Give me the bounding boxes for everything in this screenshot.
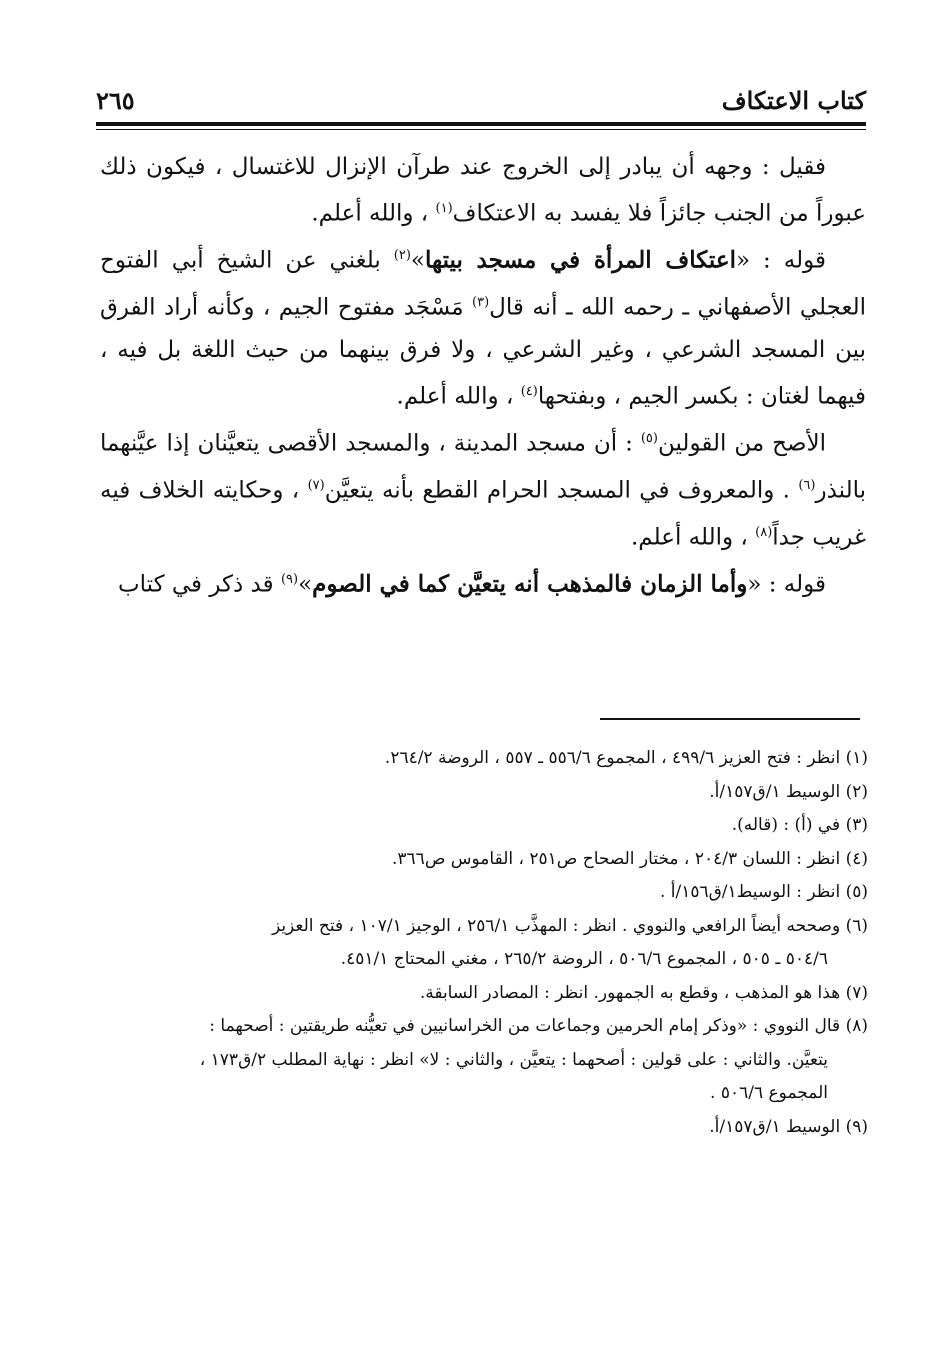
p2-mid: بلغني عن الشيخ أبي الفتوح العجلي الأصفهاني ـ رحمه الله ـ أنه قال bbox=[100, 247, 866, 321]
p3-mid3: ، وحكايته الخلاف فيه غريب جداً bbox=[100, 478, 866, 551]
footnote-ref-9: (٩) bbox=[280, 572, 299, 588]
running-header bbox=[96, 86, 866, 118]
chapter-title: كتاب الاعتكاف bbox=[721, 86, 866, 115]
footnote-8-continued-2: المجموع ٥٠٦/٦ . bbox=[710, 1083, 828, 1103]
footnote-ref-7: (٧) bbox=[307, 478, 325, 494]
footnote-5: (٥) انظر : الوسيط١/ق١٥٦/أ . bbox=[659, 882, 868, 902]
p2-rest: مَسْجَد مفتوح الجيم ، وكأنه أراد الفرق بين المسجد الشرعي ، وغير الشرعي ، ولا فرق بينهما من حيث اللغة بل فيه ، فيهما لغتان : بكسر الجيم ، وبفتحها bbox=[100, 294, 866, 411]
footnote-ref-1: (١) bbox=[435, 201, 453, 217]
footnote-7: (٧) هذا هو المذهب ، وقطع به الجمهور. انظر : المصادر السابقة. bbox=[419, 982, 868, 1003]
footnote-6: (٦) وصححه أيضاً الرافعي والنووي . انظر : المهذَّب ٢٥٦/١ ، الوجيز ١٠٧/١ ، فتح العزيز bbox=[271, 915, 868, 936]
footnote-2: (٢) الوسيط ١/ق١٥٧/أ. bbox=[709, 781, 868, 802]
paragraph-2 bbox=[100, 235, 866, 418]
p3-lead: الأصح من القولين bbox=[657, 431, 826, 458]
p2-close: » bbox=[410, 247, 425, 274]
footnote-1: (١) انظر : فتح العزيز ٤٩٩/٦ ، المجموع ٥٥٦/٦ ـ ٥٥٧ ، الروضة ٢٦٤/٢. bbox=[384, 748, 868, 768]
p4-lead: قوله : « bbox=[747, 571, 826, 598]
paragraph-1 bbox=[100, 146, 866, 235]
footnote-8: (٨) قال النووي : «وذكر إمام الحرمين وجماعات من الخراسانيين في تعيُّنه طريقتين : أصحهما : bbox=[209, 1016, 868, 1036]
p4-close: » bbox=[298, 571, 313, 598]
footnote-ref-6: (٦) bbox=[798, 478, 816, 494]
header-rule-thin bbox=[96, 129, 866, 130]
p4-quote: وأما الزمان فالمذهب أنه يتعيَّن كما في الصوم bbox=[312, 570, 748, 598]
p3-tail: ، والله أعلم. bbox=[631, 524, 756, 551]
p1-text: فقيل : وجهه أن يبادر إلى الخروج عند طرآن الإنزال للاغتسال ، فيكون ذلك عبوراً من الجنب جائزاً فلا يفسد به الاعتكاف bbox=[100, 154, 866, 227]
footnote-8-continued: يتعيَّن. والثاني : على قولين : أصحهما : يتعيَّن ، والثاني : لا» انظر : نهاية المطلب ٢/ق١٧٣ ، bbox=[199, 1049, 828, 1070]
p3-mid: : أن مسجد المدينة ، والمسجد الأقصى يتعيَّنان إذا عيَّنهما بالنذر bbox=[100, 431, 867, 505]
header-rule-thick bbox=[96, 122, 866, 126]
paragraph-3 bbox=[100, 418, 866, 559]
main-text bbox=[100, 146, 866, 606]
footnote-separator bbox=[600, 718, 860, 720]
footnote-ref-2: (٢) bbox=[393, 248, 411, 264]
p2-tail: ، والله أعلم. bbox=[396, 384, 521, 411]
paragraph-4 bbox=[100, 559, 866, 606]
footnote-9: (٩) الوسيط ١/ق١٥٧/أ. bbox=[709, 1116, 868, 1137]
p2-lead: قوله : « bbox=[735, 247, 826, 274]
footnote-ref-4: (٤) bbox=[520, 384, 538, 400]
footnotes bbox=[100, 742, 868, 1144]
footnote-6-continued: ٥٠٤/٦ ـ ٥٠٥ ، المجموع ٥٠٦/٦ ، الروضة ٢٦٥/٢ ، مغني المحتاج ٤٥١/١. bbox=[340, 949, 828, 969]
page-number: ٢٦٥ bbox=[96, 86, 135, 115]
p3-mid2: . والمعروف في المسجد الحرام القطع بأنه يتعيَّن bbox=[324, 478, 799, 505]
footnote-ref-5: (٥) bbox=[640, 431, 658, 447]
footnote-3: (٣) في (أ) : (قاله). bbox=[731, 815, 868, 835]
p4-tail: قد ذكر في كتاب bbox=[118, 571, 281, 598]
footnote-ref-3: (٣) bbox=[472, 295, 490, 311]
p1-tail: ، والله أعلم. bbox=[311, 200, 436, 227]
footnote-4: (٤) انظر : اللسان ٢٠٤/٣ ، مختار الصحاح ص٢٥١ ، القاموس ص٣٦٦. bbox=[392, 848, 868, 869]
p2-quote: اعتكاف المرأة في مسجد بيتها bbox=[424, 246, 736, 274]
footnote-ref-8: (٨) bbox=[755, 525, 773, 541]
